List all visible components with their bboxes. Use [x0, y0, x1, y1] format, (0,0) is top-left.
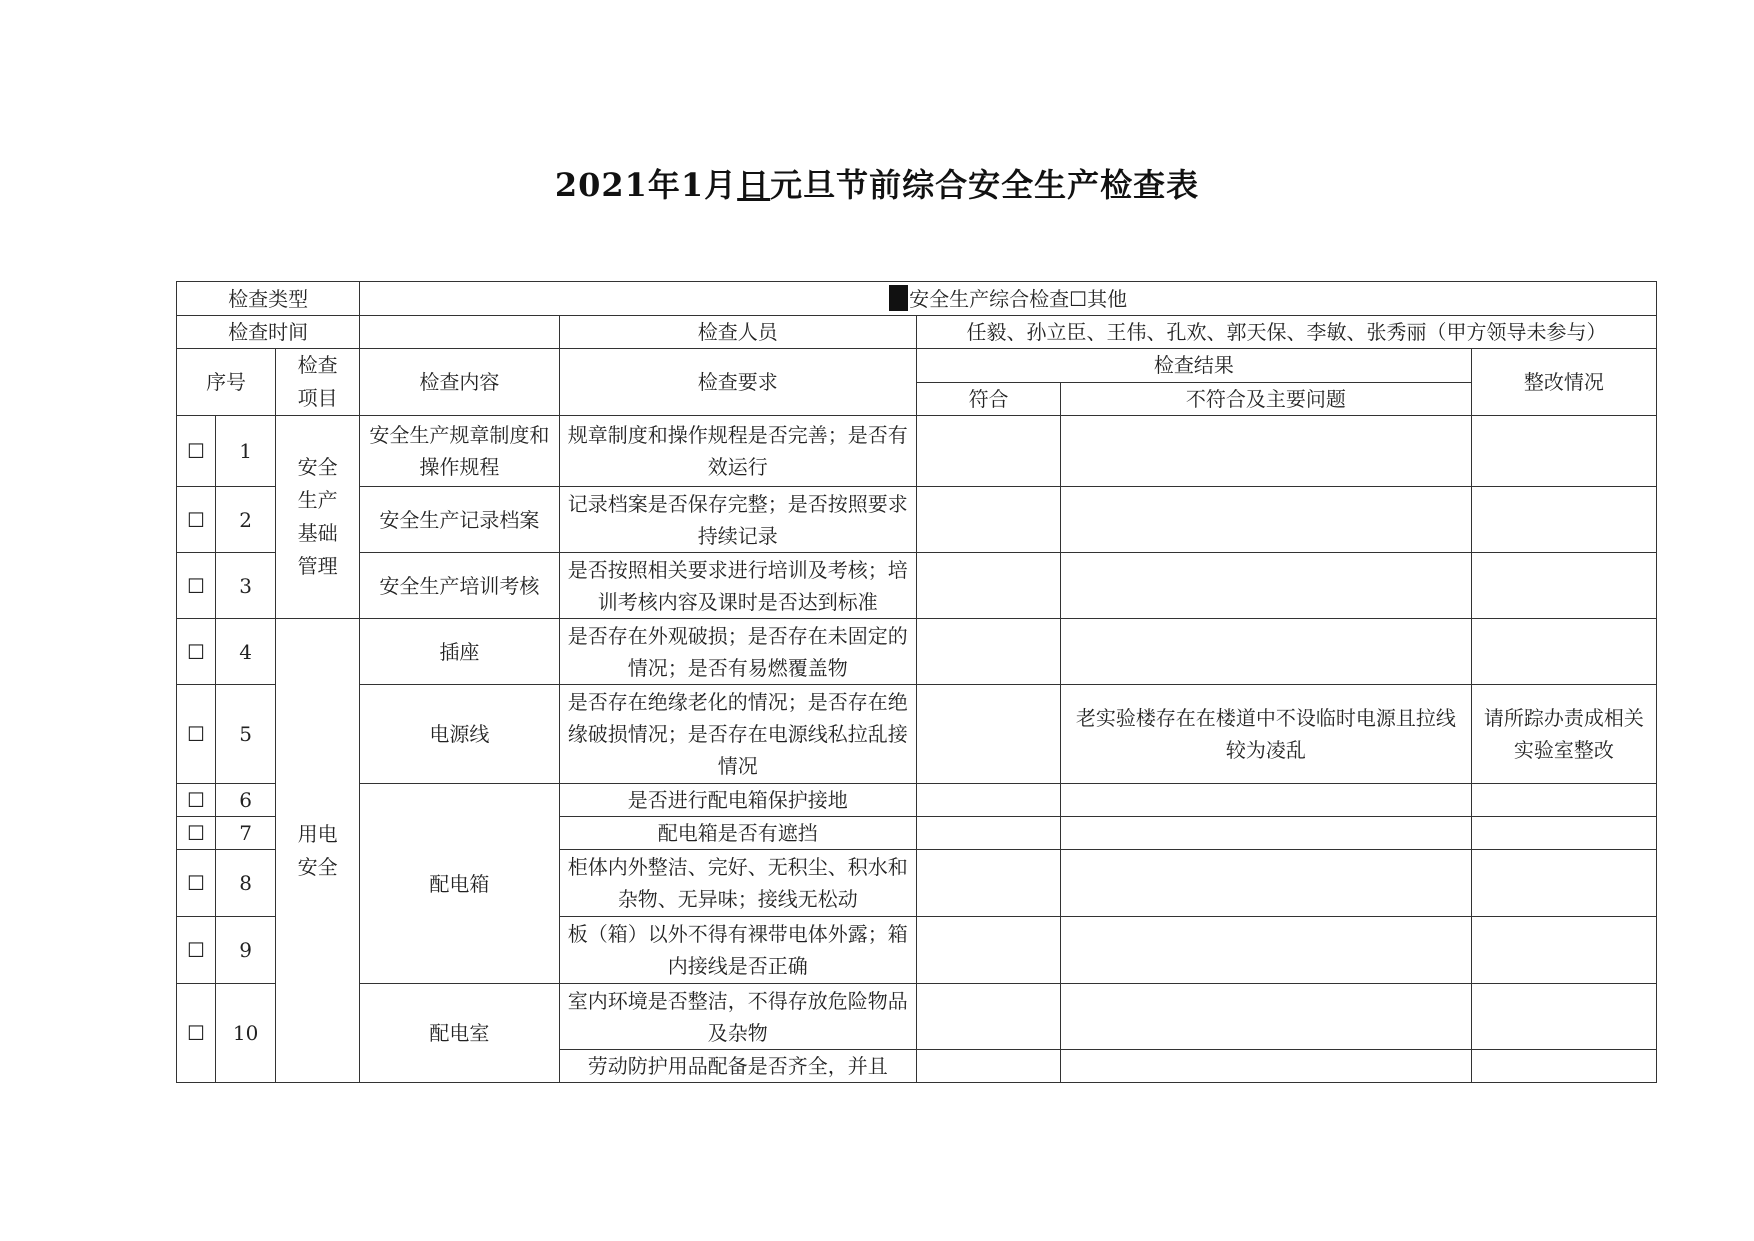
- row-number: 6: [216, 784, 276, 817]
- row-requirement: 规章制度和操作规程是否完善；是否有效运行: [559, 416, 916, 487]
- row-checkbox[interactable]: ☐: [177, 553, 216, 619]
- row-issue[interactable]: 老实验楼存在在楼道中不设临时电源且拉线较为凌乱: [1061, 685, 1472, 784]
- header-nonconform: 不符合及主要问题: [1061, 382, 1472, 416]
- row-requirement: 是否存在绝缘老化的情况；是否存在绝缘破损情况；是否存在电源线私拉乱接情况: [559, 685, 916, 784]
- table-row: [177, 984, 1657, 1050]
- row-issue[interactable]: [1061, 984, 1472, 1050]
- row-checkbox[interactable]: ☐: [177, 487, 216, 553]
- title-day-blank: 日: [737, 166, 771, 204]
- row-fix[interactable]: [1471, 619, 1656, 685]
- row-number: 4: [216, 619, 276, 685]
- row-fix[interactable]: [1471, 1050, 1656, 1083]
- row-requirement: 是否进行配电箱保护接地: [559, 784, 916, 817]
- row-requirement: 板（箱）以外不得有裸带电体外露；箱内接线是否正确: [559, 917, 916, 984]
- row-fix[interactable]: 请所踪办责成相关实验室整改: [1471, 685, 1656, 784]
- row-number: 2: [216, 487, 276, 553]
- row-requirement: 柜体内外整洁、完好、无积尘、积水和杂物、无异味；接线无松动: [559, 850, 916, 917]
- inspector-names: 任毅、孙立臣、王伟、孔欢、郭天保、李敏、张秀丽（甲方领导未参与）: [916, 316, 1656, 349]
- row-issue[interactable]: [1061, 817, 1472, 850]
- checked-box-icon[interactable]: [889, 285, 908, 311]
- table-row: [177, 619, 1657, 685]
- group-label: 安全生产基础管理: [276, 416, 360, 619]
- other-checkbox[interactable]: ☐: [1069, 286, 1088, 311]
- table-row: [177, 487, 1657, 553]
- row-issue[interactable]: [1061, 416, 1472, 487]
- row-requirement: 是否存在外观破损；是否存在未固定的情况；是否有易燃覆盖物: [559, 619, 916, 685]
- row-issue[interactable]: [1061, 784, 1472, 817]
- table-row: [177, 416, 1657, 487]
- header-seq: 序号: [177, 349, 276, 416]
- row-conform[interactable]: [916, 784, 1060, 817]
- row-conform[interactable]: [916, 1050, 1060, 1083]
- table-row: [177, 784, 1657, 817]
- row-number: 10: [216, 984, 276, 1083]
- inspection-table: [176, 281, 1657, 1083]
- row-conform[interactable]: [916, 487, 1060, 553]
- row-fix[interactable]: [1471, 984, 1656, 1050]
- row-issue[interactable]: [1061, 619, 1472, 685]
- row-number: 1: [216, 416, 276, 487]
- type-value: 安全生产综合检查☐其他: [360, 282, 1657, 316]
- row-fix[interactable]: [1471, 416, 1656, 487]
- row-requirement: 配电箱是否有遮挡: [559, 817, 916, 850]
- page-title: 2021年1月日元旦节前综合安全生产检查表: [554, 166, 1200, 204]
- header-conform: 符合: [916, 382, 1060, 416]
- time-value[interactable]: [360, 316, 559, 349]
- row-content: 电源线: [360, 685, 559, 784]
- row-fix[interactable]: [1471, 917, 1656, 984]
- row-content: 插座: [360, 619, 559, 685]
- row-requirement: 室内环境是否整洁，不得存放危险物品及杂物: [559, 984, 916, 1050]
- row-issue[interactable]: [1061, 487, 1472, 553]
- row-checkbox[interactable]: ☐: [177, 917, 216, 984]
- type-label: 检查类型: [177, 282, 360, 316]
- row-checkbox[interactable]: ☐: [177, 416, 216, 487]
- row-checkbox[interactable]: ☐: [177, 784, 216, 817]
- row-fix[interactable]: [1471, 784, 1656, 817]
- row-checkbox[interactable]: ☐: [177, 850, 216, 917]
- row-conform[interactable]: [916, 553, 1060, 619]
- header-rectify: 整改情况: [1471, 349, 1656, 416]
- row-conform[interactable]: [916, 850, 1060, 917]
- table-row: [177, 553, 1657, 619]
- row-conform[interactable]: [916, 619, 1060, 685]
- row-requirement: 记录档案是否保存完整；是否按照要求持续记录: [559, 487, 916, 553]
- row-number: 9: [216, 917, 276, 984]
- row-conform[interactable]: [916, 917, 1060, 984]
- row-issue[interactable]: [1061, 850, 1472, 917]
- table-row: [177, 685, 1657, 784]
- row-checkbox[interactable]: ☐: [177, 984, 216, 1083]
- time-row: [177, 316, 1657, 349]
- time-label: 检查时间: [177, 316, 360, 349]
- row-number: 3: [216, 553, 276, 619]
- row-fix[interactable]: [1471, 850, 1656, 917]
- header-result: 检查结果: [916, 349, 1471, 383]
- row-checkbox[interactable]: ☐: [177, 685, 216, 784]
- header-content: 检查内容: [360, 349, 559, 416]
- row-requirement: 劳动防护用品配备是否齐全，并且: [559, 1050, 916, 1083]
- row-conform[interactable]: [916, 416, 1060, 487]
- row-requirement: 是否按照相关要求进行培训及考核；培训考核内容及课时是否达到标准: [559, 553, 916, 619]
- row-content: 安全生产规章制度和操作规程: [360, 416, 559, 487]
- row-number: 5: [216, 685, 276, 784]
- type-row: [177, 282, 1657, 316]
- row-conform[interactable]: [916, 817, 1060, 850]
- row-number: 7: [216, 817, 276, 850]
- row-fix[interactable]: [1471, 817, 1656, 850]
- row-checkbox[interactable]: ☐: [177, 817, 216, 850]
- row-fix[interactable]: [1471, 553, 1656, 619]
- row-content: 配电箱: [360, 784, 559, 984]
- row-issue[interactable]: [1061, 917, 1472, 984]
- header-requirement: 检查要求: [559, 349, 916, 416]
- row-content: 安全生产记录档案: [360, 487, 559, 553]
- row-issue[interactable]: [1061, 1050, 1472, 1083]
- row-conform[interactable]: [916, 984, 1060, 1050]
- row-fix[interactable]: [1471, 487, 1656, 553]
- row-number: 8: [216, 850, 276, 917]
- row-content: 安全生产培训考核: [360, 553, 559, 619]
- header-row: [177, 349, 1657, 383]
- row-conform[interactable]: [916, 685, 1060, 784]
- row-checkbox[interactable]: ☐: [177, 619, 216, 685]
- row-content: 配电室: [360, 984, 559, 1083]
- row-issue[interactable]: [1061, 553, 1472, 619]
- header-item: 检查项目: [276, 349, 360, 416]
- group-label: 用电安全: [276, 619, 360, 1083]
- inspector-label: 检查人员: [559, 316, 916, 349]
